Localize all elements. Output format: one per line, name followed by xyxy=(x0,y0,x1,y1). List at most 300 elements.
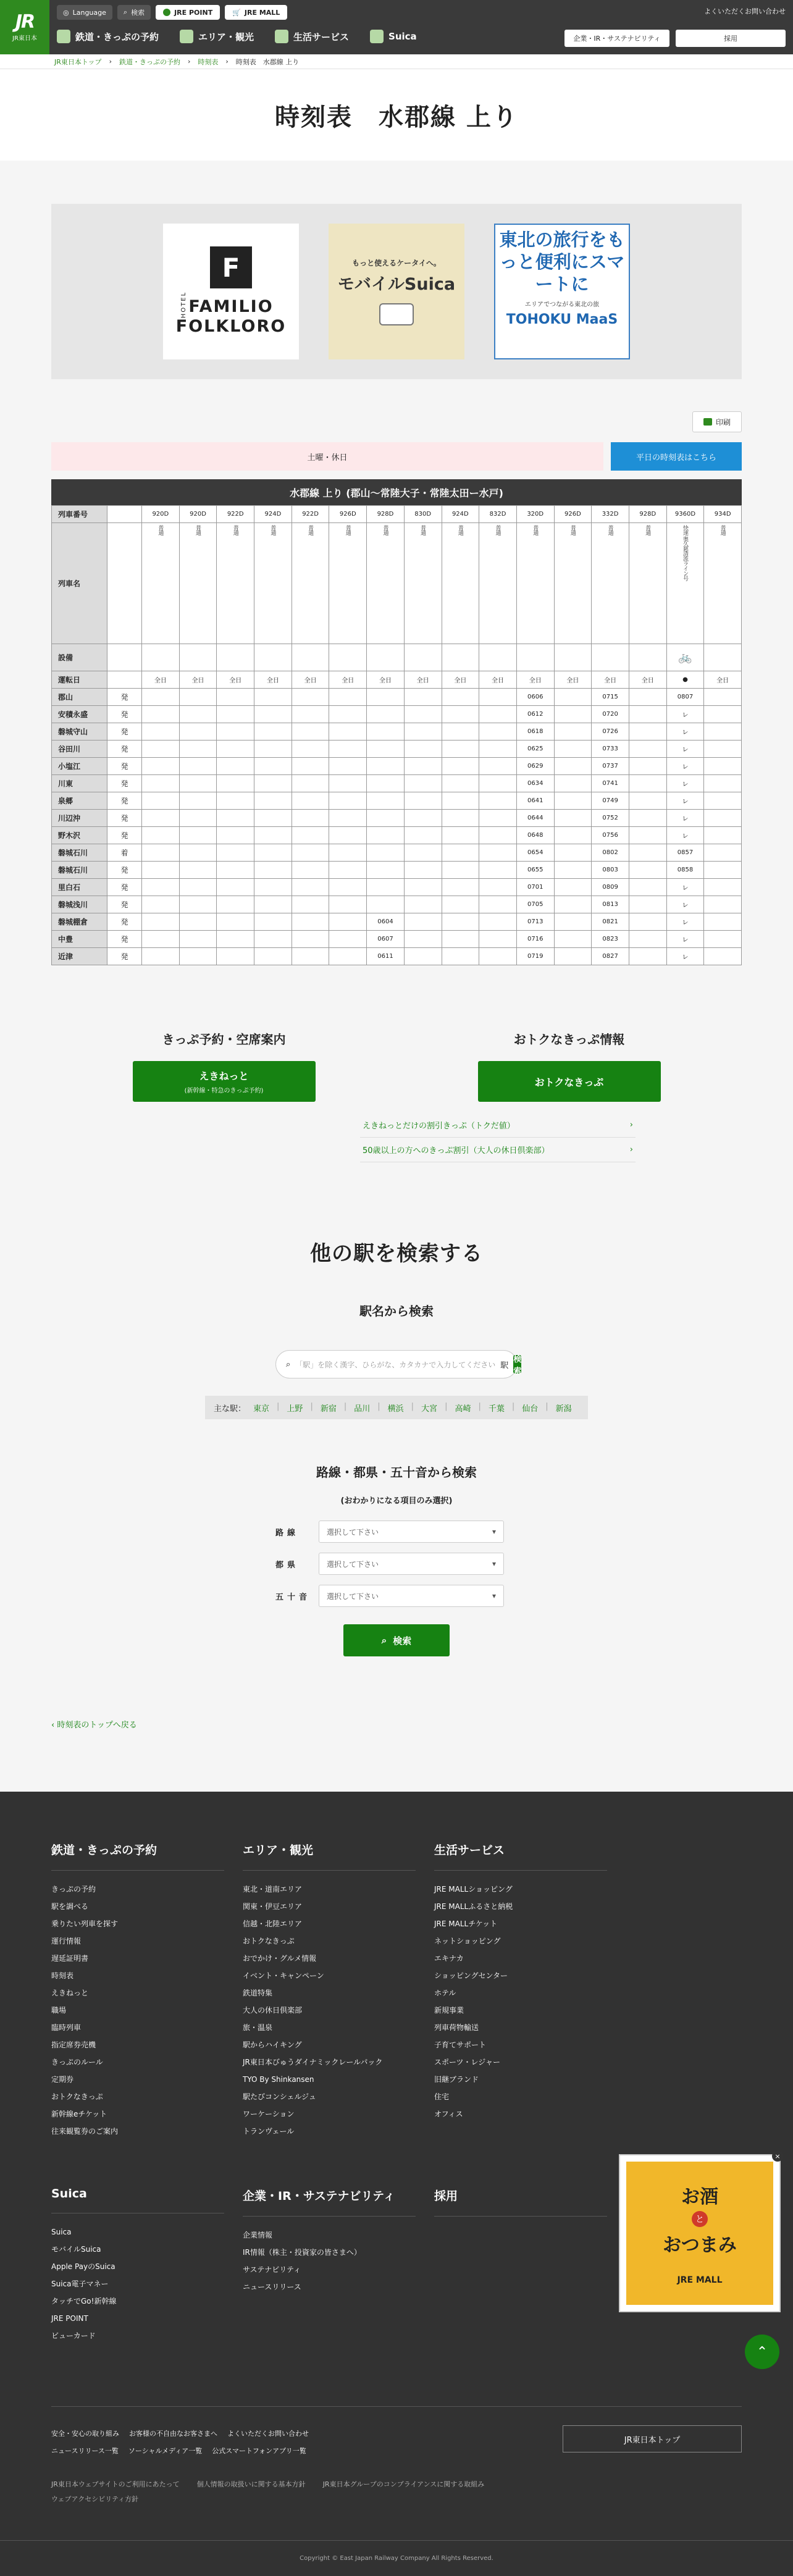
footer-link[interactable]: TYO By Shinkansen xyxy=(243,2075,314,2084)
row-dir xyxy=(107,671,142,689)
time-cell: 0612 xyxy=(516,706,554,723)
footer-link[interactable]: 駅たびコンシェルジュ xyxy=(243,2092,316,2101)
footer-link[interactable]: 旅・温泉 xyxy=(243,2023,273,2032)
row-dir xyxy=(107,644,142,671)
time-cell xyxy=(142,896,180,913)
time-cell xyxy=(629,740,666,758)
footer-heading[interactable]: 採用 xyxy=(434,2187,607,2217)
chevron-up-icon: ⌃ xyxy=(756,2344,768,2360)
station-search-input[interactable]: 「駅」を除く漢字、ひらがな、カタカナで入力してください xyxy=(295,1360,496,1369)
time-cell xyxy=(217,706,254,723)
time-cell xyxy=(217,931,254,948)
time-cell: 0823 xyxy=(592,931,629,948)
time-cell xyxy=(142,810,180,827)
time-cell xyxy=(142,827,180,844)
time-cell xyxy=(367,844,405,862)
time-cell xyxy=(442,862,479,879)
time-cell xyxy=(404,844,442,862)
time-cell xyxy=(329,706,367,723)
time-cell xyxy=(217,758,254,775)
point-icon xyxy=(163,9,170,16)
footer-bottom-link[interactable]: 公式スマートフォンアプリ一覧 xyxy=(212,2447,306,2455)
time-cell: 全日 xyxy=(479,671,517,689)
time-cell: 0752 xyxy=(592,810,629,827)
time-cell xyxy=(479,948,517,965)
time-cell xyxy=(554,827,592,844)
mall-label: JRE MALL xyxy=(244,8,280,17)
time-cell: レ xyxy=(666,879,704,896)
footer-bottom-link[interactable]: ソーシャルメディア一覧 xyxy=(128,2447,203,2455)
time-cell xyxy=(442,931,479,948)
row-dir: 発 xyxy=(107,862,142,879)
station-row xyxy=(52,706,742,723)
time-cell xyxy=(367,810,405,827)
footer-link[interactable]: 駅からハイキング xyxy=(243,2041,302,2049)
time-cell: 920D xyxy=(142,506,180,523)
footer-link[interactable]: モバイルSuica xyxy=(51,2245,101,2254)
time-cell xyxy=(404,948,442,965)
promo-text: おつまみ xyxy=(663,2234,737,2256)
field-label: 路線 xyxy=(275,1528,300,1538)
major-station-link[interactable]: 品川 xyxy=(354,1404,371,1414)
time-cell xyxy=(329,644,367,671)
footer-link[interactable]: 往来観覧券のご案内 xyxy=(51,2127,119,2136)
major-station-link[interactable]: 仙台 xyxy=(522,1404,539,1414)
footer-link[interactable]: 信越・北陸エリア xyxy=(243,1919,303,1928)
time-cell xyxy=(254,792,292,810)
row-label: 里白石 xyxy=(52,879,107,896)
footer-heading[interactable]: 企業・IR・サステナビリティ xyxy=(243,2187,416,2217)
back-to-timetable-top[interactable] xyxy=(51,1718,742,1730)
tab-holiday[interactable]: 土曜・休日 xyxy=(51,442,603,471)
time-cell: 全日 xyxy=(629,671,666,689)
time-cell xyxy=(554,523,592,644)
time-cell xyxy=(179,810,217,827)
search-icon: ⌕ xyxy=(123,8,128,16)
time-cell xyxy=(629,913,666,931)
footer-link[interactable]: 定期券 xyxy=(51,2075,74,2084)
time-cell xyxy=(142,523,180,644)
printer-icon xyxy=(703,418,712,426)
promo-banner[interactable] xyxy=(619,2154,781,2312)
station-row xyxy=(52,879,742,896)
card-icon xyxy=(370,30,384,43)
legal-link[interactable]: ウェブアクセシビリティ方針 xyxy=(51,2495,139,2503)
row-label: 谷田川 xyxy=(52,740,107,758)
footer-link[interactable]: おトクなきっぷ xyxy=(51,2092,103,2101)
time-cell xyxy=(254,723,292,740)
time-cell xyxy=(292,740,329,758)
time-cell xyxy=(442,844,479,862)
footer-link[interactable]: Suica電子マネー xyxy=(51,2280,109,2288)
footer-link[interactable]: ニュースリリース xyxy=(243,2283,301,2291)
time-cell xyxy=(704,879,742,896)
time-cell: 9360D xyxy=(666,506,704,523)
global-nav xyxy=(57,30,417,43)
time-cell: 924D xyxy=(442,506,479,523)
time-cell xyxy=(142,844,180,862)
time-cell xyxy=(404,879,442,896)
recruit-button[interactable]: 採用 xyxy=(676,30,786,47)
time-cell: 0807 xyxy=(666,689,704,706)
nav-suica[interactable] xyxy=(370,30,417,43)
major-station-link[interactable]: 新宿 xyxy=(320,1404,337,1414)
footer-link[interactable]: JRE MALLふるさと納税 xyxy=(434,1902,513,1911)
time-cell xyxy=(217,913,254,931)
time-cell xyxy=(629,879,666,896)
footer-link[interactable]: 指定席券売機 xyxy=(51,2041,96,2049)
time-cell xyxy=(367,644,405,671)
footer-link[interactable]: おトクなきっぷ xyxy=(243,1937,295,1945)
banner-text: FOLKLORO xyxy=(175,317,287,336)
footer-link[interactable]: JRE MALLショッピング xyxy=(434,1885,513,1894)
time-cell: 0749 xyxy=(592,792,629,810)
time-cell xyxy=(254,827,292,844)
time-cell: 928D xyxy=(629,506,666,523)
major-station-link[interactable]: 新潟 xyxy=(555,1404,572,1414)
time-cell xyxy=(217,862,254,879)
time-cell xyxy=(292,775,329,792)
banner-tohoku-maas[interactable] xyxy=(494,224,630,359)
time-cell xyxy=(254,523,292,644)
banner-familio[interactable] xyxy=(163,224,299,359)
time-cell xyxy=(254,810,292,827)
time-cell: レ xyxy=(666,792,704,810)
row-dir: 発 xyxy=(107,931,142,948)
footer-link[interactable]: 新規事業 xyxy=(434,2006,464,2015)
station-row xyxy=(52,758,742,775)
time-cell xyxy=(179,689,217,706)
corporate-button[interactable]: 企業・IR・サステナビリティ xyxy=(564,30,669,47)
time-cell xyxy=(629,689,666,706)
footer-link[interactable]: エキナカ xyxy=(434,1954,464,1963)
deals-button[interactable] xyxy=(478,1061,661,1102)
footer-link[interactable]: 列車荷物輸送 xyxy=(434,2023,479,2032)
time-cell: 全日 xyxy=(554,671,592,689)
logo-text: JR xyxy=(15,10,35,33)
breadcrumb-item[interactable]: 時刻表 xyxy=(198,57,219,66)
footer-link[interactable]: タッチでGo!新幹線 xyxy=(51,2297,117,2305)
time-cell xyxy=(329,931,367,948)
time-cell xyxy=(329,896,367,913)
footer-link[interactable]: トランヴェール xyxy=(243,2127,295,2136)
time-cell: 全日 xyxy=(179,671,217,689)
time-cell xyxy=(292,862,329,879)
time-cell xyxy=(217,896,254,913)
footer-bottom-link[interactable]: 安全・安心の取り組み xyxy=(51,2430,119,2438)
time-cell: 832D xyxy=(479,506,517,523)
train-name: 普通 xyxy=(269,524,276,535)
separator: | xyxy=(310,1401,313,1411)
chevron-left-icon: ‹ xyxy=(51,1721,57,1730)
footer-link[interactable]: JR東日本びゅうダイナミックレールパック xyxy=(243,2058,383,2066)
time-cell: 0607 xyxy=(367,931,405,948)
time-cell xyxy=(367,523,405,644)
kana-select[interactable] xyxy=(319,1585,504,1607)
banner-mobile-suica[interactable] xyxy=(329,224,464,359)
footer-link[interactable]: ビューカード xyxy=(51,2331,96,2340)
footer-bottom-link[interactable]: お客様の不自由なお客さまへ xyxy=(129,2430,217,2438)
row-dir: 発 xyxy=(107,827,142,844)
time-cell xyxy=(179,523,217,644)
chevron-right-icon: › xyxy=(629,1120,633,1130)
footer-link[interactable]: ネットショッピング xyxy=(434,1937,501,1945)
time-cell xyxy=(292,644,329,671)
footer-link[interactable]: 駅を調べる xyxy=(51,1902,89,1911)
time-cell: 924D xyxy=(254,506,292,523)
time-cell: 0756 xyxy=(592,827,629,844)
search-button[interactable] xyxy=(117,5,151,20)
footer-link[interactable]: きっぷの予約 xyxy=(51,1885,96,1894)
breadcrumb-item[interactable]: JR東日本トップ xyxy=(54,57,102,66)
time-cell xyxy=(179,740,217,758)
footer-link[interactable]: 東北・道南エリア xyxy=(243,1885,303,1894)
jre-mall-link[interactable] xyxy=(225,5,287,20)
train-name-row xyxy=(52,523,742,644)
time-cell xyxy=(329,523,367,644)
footer-link[interactable]: 乗りたい列車を探す xyxy=(51,1919,119,1928)
time-cell: 926D xyxy=(554,506,592,523)
major-station-link[interactable]: 高崎 xyxy=(455,1404,471,1414)
time-cell xyxy=(479,879,517,896)
breadcrumb-item[interactable]: 鉄道・きっぷの予約 xyxy=(119,57,180,66)
time-cell xyxy=(592,644,629,671)
footer-link[interactable]: 時刻表 xyxy=(51,1971,74,1980)
station-row xyxy=(52,723,742,740)
time-cell: 920D xyxy=(179,506,217,523)
time-cell xyxy=(479,792,517,810)
logo-sub: JR東日本 xyxy=(12,35,37,42)
time-cell: 0821 xyxy=(592,913,629,931)
legal-link[interactable]: JR東日本ウェブサイトのご利用にあたって xyxy=(51,2480,180,2488)
footer-link[interactable]: 旧継ブランド xyxy=(434,2075,479,2084)
eki-net-button[interactable] xyxy=(133,1061,316,1102)
footer-heading[interactable]: 生活サービス xyxy=(434,1841,607,1871)
breadcrumb xyxy=(0,54,793,69)
station-row xyxy=(52,862,742,879)
time-cell xyxy=(254,913,292,931)
deal-label: 50歳以上の方へのきっぷ割引（大人の休日倶楽部） xyxy=(363,1146,550,1156)
time-cell: 928D xyxy=(367,506,405,523)
footer-link[interactable]: 新幹線eチケット xyxy=(51,2110,107,2118)
time-cell: 0827 xyxy=(592,948,629,965)
nav-life[interactable] xyxy=(275,30,349,43)
footer-link[interactable]: イベント・キャンペーン xyxy=(243,1971,324,1980)
faq-link[interactable]: よくいただくお問い合わせ xyxy=(704,7,786,15)
time-cell: 0644 xyxy=(516,810,554,827)
footer-link[interactable]: ホテル xyxy=(434,1989,456,1997)
row-label: 安積永盛 xyxy=(52,706,107,723)
footer-link[interactable]: 企業情報 xyxy=(243,2231,273,2239)
time-cell xyxy=(704,827,742,844)
time-cell: 全日 xyxy=(329,671,367,689)
station-search-button[interactable]: 検索 xyxy=(513,1355,522,1376)
footer-link[interactable]: JRE MALLチケット xyxy=(434,1919,498,1928)
operation-row xyxy=(52,671,742,689)
time-cell: 0726 xyxy=(592,723,629,740)
footer-link[interactable]: 住宅 xyxy=(434,2092,450,2101)
time-cell xyxy=(217,723,254,740)
tab-weekday-link[interactable]: 平日の時刻表はこちら xyxy=(611,442,742,471)
time-cell xyxy=(254,879,292,896)
time-cell: 0858 xyxy=(666,862,704,879)
major-station-link[interactable]: 横浜 xyxy=(387,1404,404,1414)
time-cell xyxy=(254,896,292,913)
time-cell xyxy=(442,523,479,644)
language-button[interactable] xyxy=(57,5,112,20)
footer-link[interactable]: 遅延証明書 xyxy=(51,1954,89,1963)
row-dir: 発 xyxy=(107,879,142,896)
time-cell xyxy=(479,689,517,706)
button-label: えきねっと xyxy=(199,1070,249,1082)
footer-link[interactable]: JRE POINT xyxy=(51,2314,88,2323)
footer-heading[interactable]: Suica xyxy=(51,2187,224,2213)
row-dir: 発 xyxy=(107,689,142,706)
camera-icon xyxy=(180,30,193,43)
time-cell xyxy=(704,896,742,913)
footer-link[interactable]: ショッピングセンター xyxy=(434,1971,508,1980)
time-cell xyxy=(292,706,329,723)
train-name: 普通 xyxy=(307,524,314,535)
back-to-top-button[interactable] xyxy=(745,2335,779,2369)
footer-link[interactable]: おでかけ・グルメ情報 xyxy=(243,1954,317,1963)
train-name: 普通 xyxy=(232,524,238,535)
time-cell xyxy=(704,644,742,671)
footer-link[interactable]: 子育てサポート xyxy=(434,2041,487,2049)
deal-link[interactable] xyxy=(360,1113,636,1138)
time-cell: 0618 xyxy=(516,723,554,740)
deal-link[interactable] xyxy=(360,1138,636,1162)
row-dir xyxy=(107,506,142,523)
jr-top-link[interactable]: JR東日本トップ xyxy=(563,2425,742,2452)
footer-link[interactable]: Apple PayのSuica xyxy=(51,2262,115,2271)
separator: | xyxy=(343,1401,347,1411)
footer-bottom-link[interactable]: よくいただくお問い合わせ xyxy=(227,2430,309,2438)
footer-link[interactable]: きっぷのルール xyxy=(51,2058,103,2066)
train-name: 普通 xyxy=(494,524,501,535)
route-search-button[interactable] xyxy=(343,1624,450,1656)
footer-heading[interactable]: エリア・観光 xyxy=(243,1841,416,1871)
route-select[interactable] xyxy=(319,1521,504,1543)
footer-link[interactable]: えきねっと xyxy=(51,1989,89,1997)
breadcrumb-current: 時刻表 水郡線 上り xyxy=(235,57,300,66)
row-dir: 発 xyxy=(107,706,142,723)
station-search-box xyxy=(275,1350,522,1378)
footer-link[interactable]: Suica xyxy=(51,2228,72,2236)
time-cell: 0634 xyxy=(516,775,554,792)
footer-link[interactable]: 臨時列車 xyxy=(51,2023,82,2032)
time-cell: 全日 xyxy=(367,671,405,689)
time-cell xyxy=(479,827,517,844)
jr-logo[interactable] xyxy=(0,0,49,54)
footer-link[interactable]: IR情報（株主・投資家の皆さまへ） xyxy=(243,2248,361,2257)
time-cell xyxy=(404,810,442,827)
nav-rail[interactable] xyxy=(57,30,159,43)
separator: | xyxy=(377,1401,380,1411)
nav-area[interactable] xyxy=(180,30,254,43)
time-cell xyxy=(629,862,666,879)
footer-link[interactable]: 関東・伊豆エリア xyxy=(243,1902,303,1911)
time-cell xyxy=(442,896,479,913)
time-cell xyxy=(217,948,254,965)
time-cell xyxy=(179,706,217,723)
time-cell xyxy=(329,827,367,844)
time-cell: 0737 xyxy=(592,758,629,775)
major-station-link[interactable]: 千葉 xyxy=(488,1404,505,1414)
train-name: 普通 xyxy=(606,524,613,535)
time-cell xyxy=(254,706,292,723)
time-cell xyxy=(554,792,592,810)
footer-heading[interactable]: 鉄道・きっぷの予約 xyxy=(51,1841,224,1871)
major-station-link[interactable]: 東京 xyxy=(253,1404,270,1414)
time-cell xyxy=(629,523,666,644)
footer-link[interactable]: 鉄道特集 xyxy=(243,1989,273,1997)
time-cell: レ xyxy=(666,775,704,792)
time-cell xyxy=(404,913,442,931)
time-cell xyxy=(367,706,405,723)
time-cell xyxy=(629,706,666,723)
legal-link[interactable]: JR東日本グループのコンプライアンスに関する取組み xyxy=(322,2480,485,2488)
time-cell xyxy=(329,723,367,740)
jre-point-link[interactable] xyxy=(156,5,220,20)
footer-link[interactable]: スポーツ・レジャー xyxy=(434,2058,500,2066)
footer-bottom-link[interactable]: ニュースリリース一覧 xyxy=(51,2447,119,2455)
train-name: 普通 xyxy=(532,524,539,535)
time-cell xyxy=(292,758,329,775)
route-search-note: (おわかりになる項目のみ選択) xyxy=(340,1496,453,1506)
station-row xyxy=(52,827,742,844)
time-cell xyxy=(554,879,592,896)
station-row xyxy=(52,792,742,810)
time-cell: レ xyxy=(666,896,704,913)
footer-link[interactable]: サステナビリティ xyxy=(243,2265,301,2274)
time-cell xyxy=(254,844,292,862)
time-cell xyxy=(329,948,367,965)
prefecture-select[interactable] xyxy=(319,1553,504,1575)
nav-label: Suica xyxy=(388,31,417,42)
bicycle-icon: 🚲 xyxy=(678,651,692,664)
time-cell xyxy=(367,740,405,758)
time-cell: 0625 xyxy=(516,740,554,758)
search-icon: ⌕ xyxy=(381,1635,387,1646)
chevron-right-icon: › xyxy=(187,57,191,65)
row-label: 磐城棚倉 xyxy=(52,913,107,931)
time-cell xyxy=(666,523,704,644)
button-sublabel: (新幹線・特急のきっぷ予約) xyxy=(184,1088,264,1094)
time-cell: 0654 xyxy=(516,844,554,862)
time-cell xyxy=(329,913,367,931)
time-cell: 0813 xyxy=(592,896,629,913)
footer-link[interactable]: 職場 xyxy=(51,2006,67,2015)
legal-link[interactable]: 個人情報の取扱いに関する基本方針 xyxy=(196,2480,306,2488)
major-station-link[interactable]: 大宮 xyxy=(421,1404,438,1414)
station-row xyxy=(52,844,742,862)
time-cell xyxy=(479,706,517,723)
major-station-link[interactable]: 上野 xyxy=(287,1404,303,1414)
print-button[interactable] xyxy=(692,411,742,432)
close-icon[interactable]: × xyxy=(772,2150,783,2162)
footer-link[interactable]: ワーケーション xyxy=(243,2110,295,2118)
footer-link[interactable]: 運行情報 xyxy=(51,1937,82,1945)
footer-link[interactable]: 大人の休日倶楽部 xyxy=(243,2006,303,2015)
time-cell xyxy=(179,879,217,896)
footer-link[interactable]: オフィス xyxy=(434,2110,463,2118)
row-label: 設備 xyxy=(52,644,107,671)
time-cell xyxy=(629,827,666,844)
time-cell xyxy=(516,523,554,644)
time-cell xyxy=(554,931,592,948)
time-cell xyxy=(704,931,742,948)
